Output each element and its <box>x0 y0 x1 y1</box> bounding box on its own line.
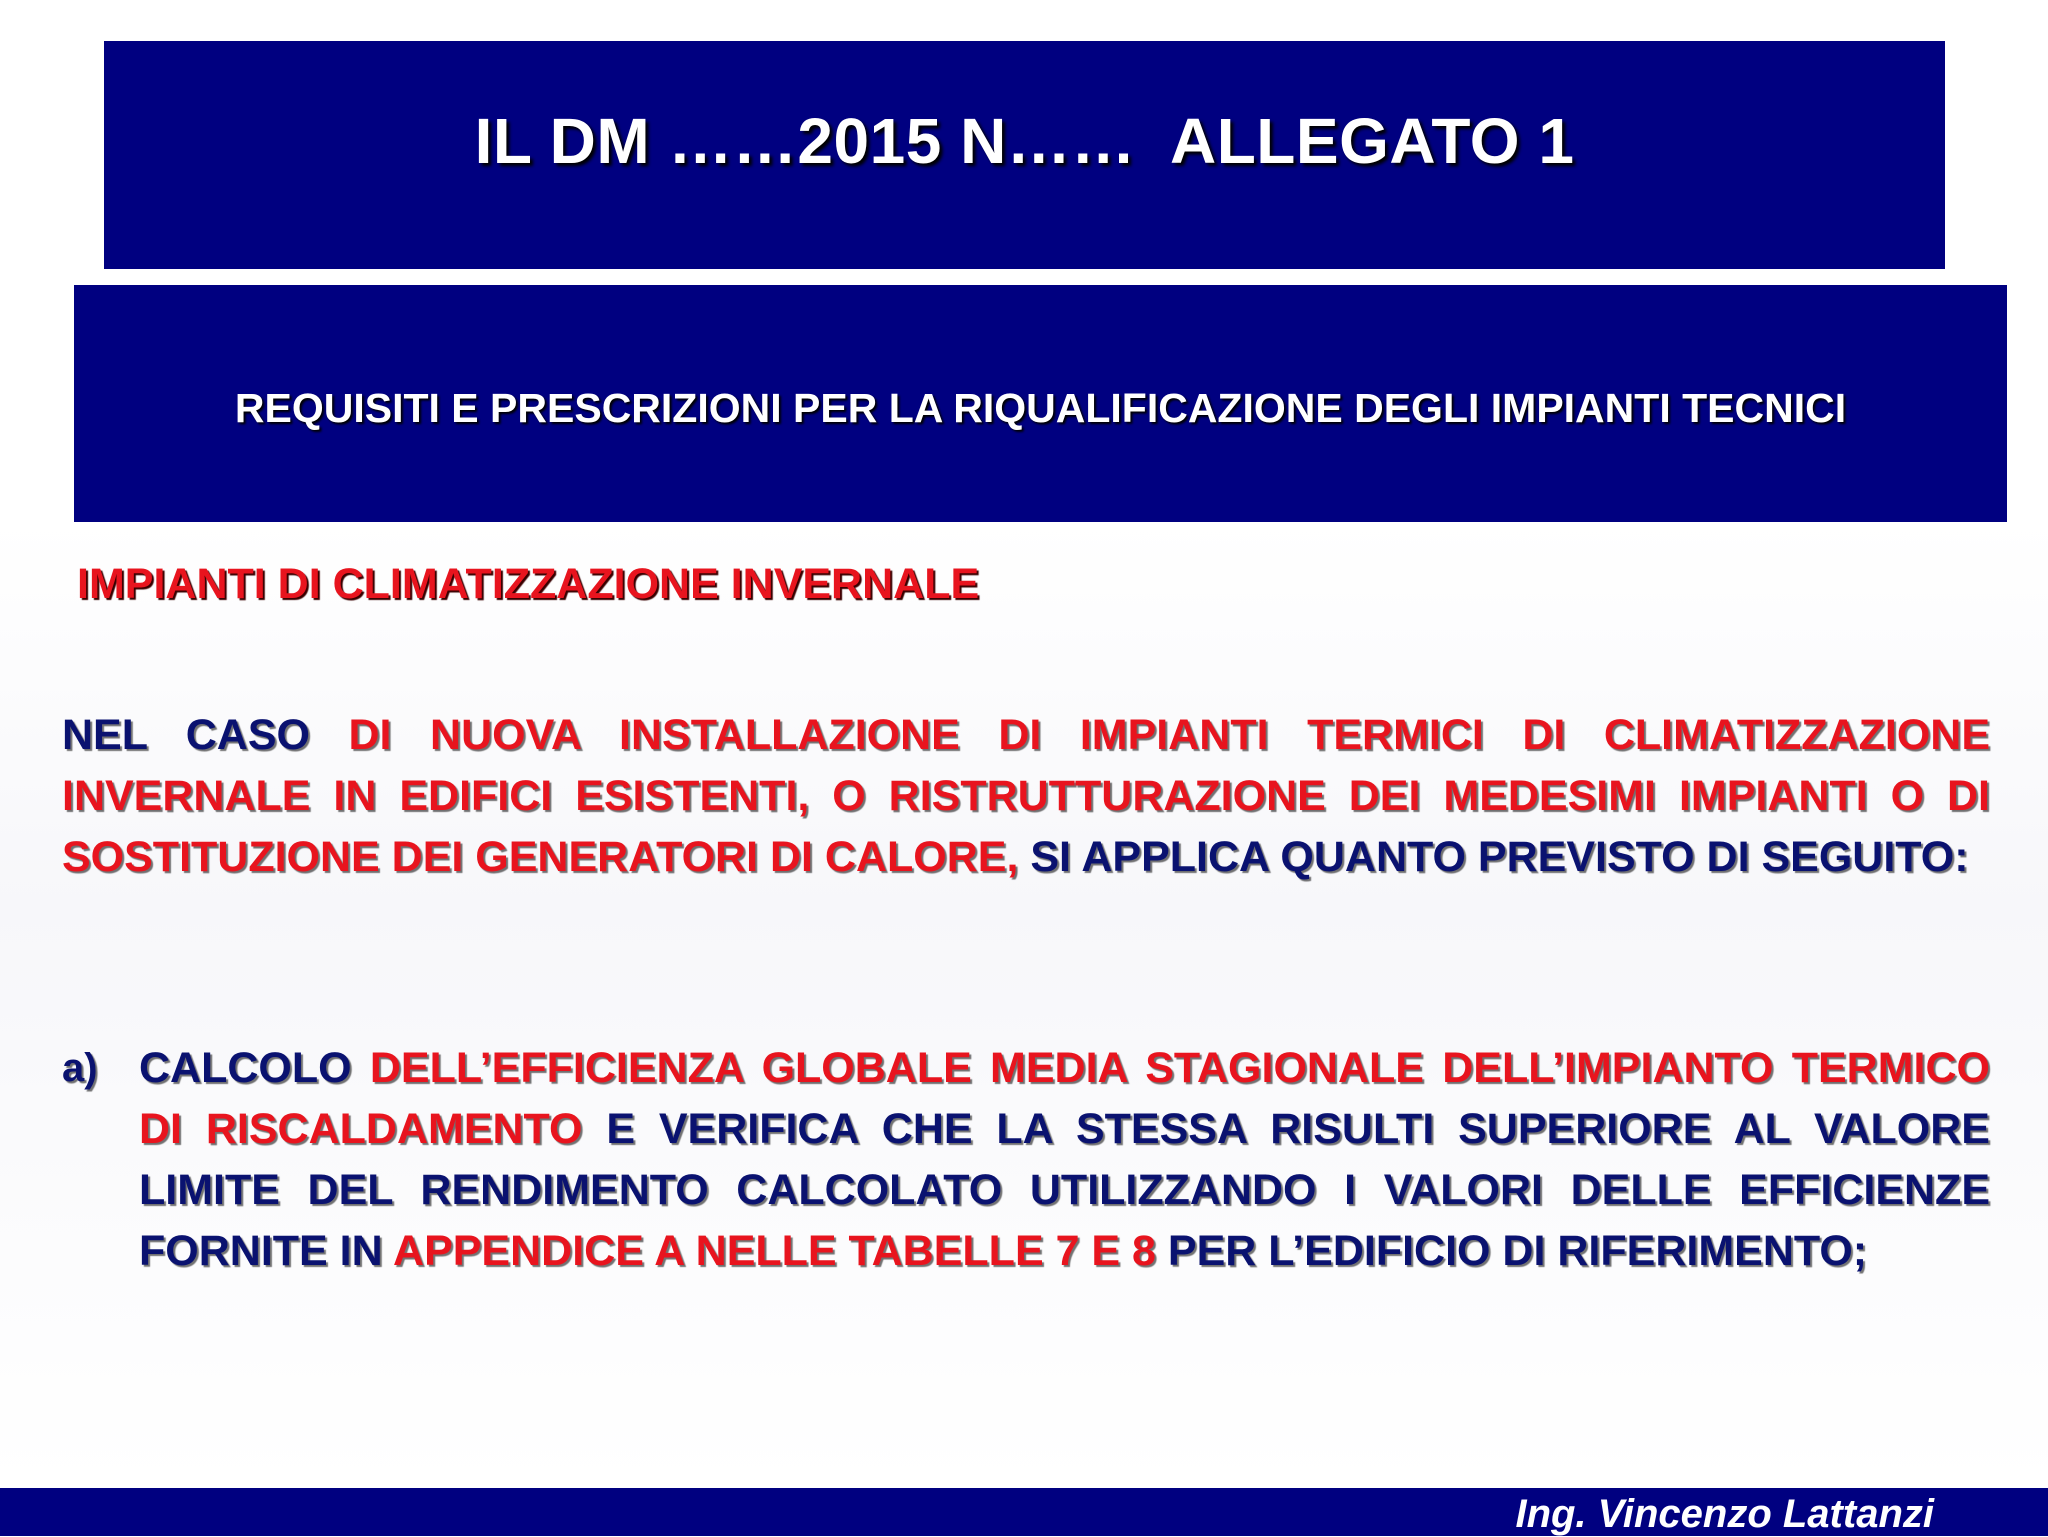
intro-part-1: NEL CASO <box>62 711 310 759</box>
slide-subtitle: REQUISITI E PRESCRIZIONI PER LA RIQUALIFICAZIONE DEGLI IMPIANTI TECNICI <box>234 384 1847 431</box>
item-seg-5: STAGIONALE DELL’IMPIANTO TERMICO DI RISCALDAMENTO <box>139 1044 1990 1153</box>
item-seg-1: CALCOLO <box>139 1044 370 1092</box>
item-seg-8: PER L’EDIFICIO DI RIFERIMENTO; <box>1155 1227 1868 1275</box>
footer-author: Ing. Vincenzo Lattanzi <box>1515 1492 1934 1536</box>
list-marker: a) <box>62 1046 98 1090</box>
slide-title: IL DM ……2015 N…… ALLEGATO 1 <box>474 105 1575 177</box>
subtitle-banner <box>74 285 2007 522</box>
content-background <box>0 520 2048 1486</box>
section-heading: IMPIANTI DI CLIMATIZZAZIONE INVERNALE <box>77 560 980 608</box>
item-seg-4: MEDIA <box>990 1044 1146 1092</box>
list-item-text <box>139 1038 1990 1282</box>
item-seg-2: DELL’EFFICIENZA <box>369 1044 762 1092</box>
item-seg-3: GLOBALE <box>761 1044 991 1092</box>
intro-part-3: SI APPLICA QUANTO PREVISTO DI SEGUITO: <box>1018 833 1969 881</box>
footer-bar <box>0 1488 2048 1536</box>
item-seg-6: E VERIFICA CHE LA STESSA RISULTI SUPERIORE AL VALORE LIMITE DEL RENDIMENTO CALCOLATO UTILIZZANDO I VALORI DELLE EFFICIENZE FORNITE IN <box>139 1105 1990 1275</box>
title-banner <box>104 41 1945 269</box>
intro-paragraph <box>62 705 1990 888</box>
item-seg-7: APPENDICE A NELLE TABELLE 7 E 8 <box>393 1227 1156 1275</box>
intro-part-2: DI NUOVA INSTALLAZIONE DI IMPIANTI TERMICI DI CLIMATIZZAZIONE INVERNALE IN EDIFICI ESISTENTI, O RISTRUTTURAZIONE DEI MEDESIMI IMPIANTI O DI SOSTITUZIONE DEI GENERATORI DI CALORE, <box>62 711 1991 881</box>
